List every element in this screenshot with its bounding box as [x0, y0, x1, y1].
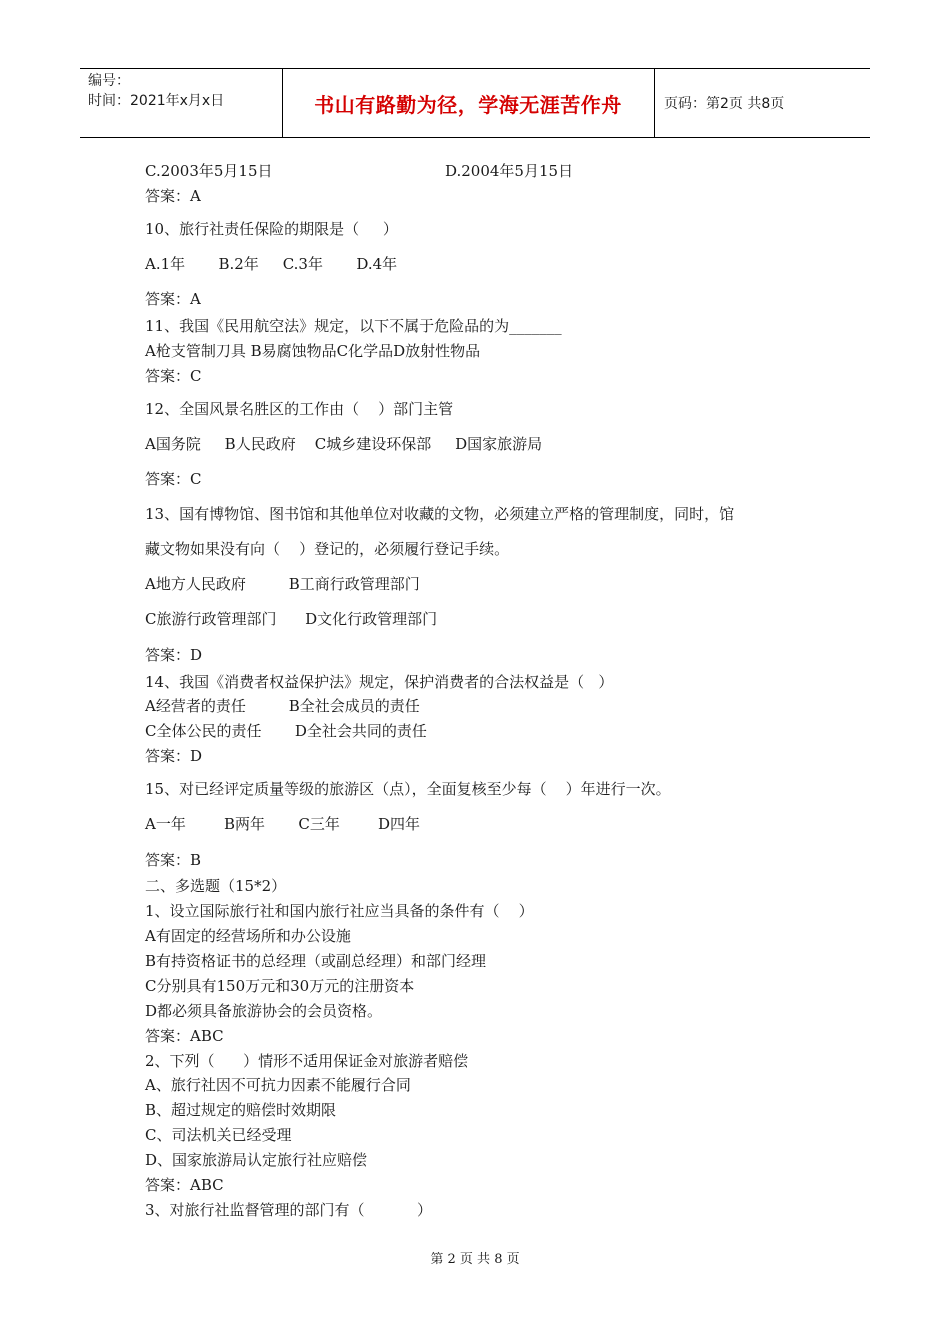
option-line: A一年 B两年 C三年 D四年 [145, 815, 421, 833]
time-label: 时间：2021年x月x日 [88, 93, 225, 109]
option-line: A.1年 B.2年 C.3年 D.4年 [145, 255, 398, 273]
option-line: A经营者的责任 B全社会成员的责任 [145, 697, 420, 715]
section-heading: 二、多选题（15*2） [145, 877, 287, 895]
question-line: 15、对已经评定质量等级的旅游区（点），全面复核至少每（ ）年进行一次。 [145, 780, 671, 798]
answer-line: 答案：B [145, 851, 202, 869]
question-line: 13、国有博物馆、图书馆和其他单位对收藏的文物，必须建立严格的管理制度，同时，馆 [145, 505, 735, 523]
header-divider [654, 69, 655, 137]
option-line: A国务院 B人民政府 C城乡建设环保部 D国家旅游局 [145, 435, 543, 453]
answer-line: 答案：C [145, 470, 202, 488]
option-line: C、司法机关已经受理 [145, 1126, 292, 1144]
option-line: C分别具有150万元和30万元的注册资本 [145, 977, 415, 995]
option-line: D、国家旅游局认定旅行社应赔偿 [145, 1151, 368, 1169]
page-footer: 第 2 页 共 8 页 [430, 1252, 520, 1267]
question-line: 藏文物如果没有向（ ）登记的，必须履行登记手续。 [145, 540, 510, 558]
option-line: B、超过规定的赔偿时效期限 [145, 1101, 337, 1119]
option-line: A有固定的经营场所和办公设施 [145, 927, 351, 945]
number-label: 编号： [88, 73, 130, 89]
header-meta [88, 71, 278, 111]
page-header [80, 68, 870, 138]
option-line: A地方人民政府 B工商行政管理部门 [145, 575, 420, 593]
question-line: 2、下列（ ）情形不适用保证金对旅游者赔偿 [145, 1052, 469, 1070]
option-line: A、旅行社因不可抗力因素不能履行合同 [145, 1076, 411, 1094]
option-line: B有持资格证书的总经理（或副总经理）和部门经理 [145, 952, 487, 970]
option-line: D.2004年5月15日 [445, 162, 574, 180]
question-line: 3、对旅行社监督管理的部门有（ ） [145, 1201, 432, 1219]
page-number-label: 页码：第2页 共8页 [664, 96, 785, 112]
question-line: 14、我国《消费者权益保护法》规定，保护消费者的合法权益是（ ） [145, 673, 614, 691]
answer-line: 答案：C [145, 367, 202, 385]
answer-line: 答案：A [145, 187, 201, 205]
question-line: 11、我国《民用航空法》规定，以下不属于危险品的为_______ [145, 317, 562, 335]
header-motto-cell [282, 69, 654, 137]
answer-line: 答案：ABC [145, 1027, 224, 1045]
answer-line: 答案：D [145, 747, 203, 765]
option-line: A枪支管制刀具 B易腐蚀物品C化学品D放射性物品 [145, 342, 481, 360]
motto-text: 书山有路勤为径，学海无涯苦作舟 [314, 92, 622, 117]
option-line: D都必须具备旅游协会的会员资格。 [145, 1002, 383, 1020]
option-line: C全体公民的责任 D全社会共同的责任 [145, 722, 427, 740]
option-line: C.2003年5月15日 [145, 162, 273, 180]
question-line: 1、设立国际旅行社和国内旅行社应当具备的条件有（ ） [145, 902, 534, 920]
question-line: 12、全国风景名胜区的工作由（ ）部门主管 [145, 400, 454, 418]
question-line: 10、旅行社责任保险的期限是（ ） [145, 220, 398, 238]
answer-line: 答案：ABC [145, 1176, 224, 1194]
answer-line: 答案：A [145, 290, 201, 308]
option-line: C旅游行政管理部门 D文化行政管理部门 [145, 610, 438, 628]
answer-line: 答案：D [145, 646, 203, 664]
